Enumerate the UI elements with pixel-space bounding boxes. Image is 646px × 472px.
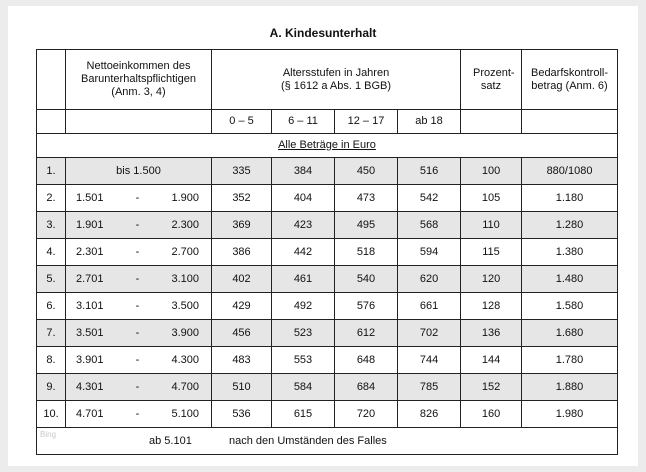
control-amount-cell: 1.380 — [522, 239, 618, 266]
income-range — [66, 212, 212, 239]
row-number: 2. — [37, 185, 66, 212]
row-number: 3. — [37, 212, 66, 239]
age-groups-row — [37, 110, 618, 134]
income-from: 4.301 — [76, 380, 104, 393]
income-dash: - — [135, 191, 140, 204]
amount-cell: 384 — [272, 158, 335, 185]
table-row — [37, 293, 618, 320]
amount-cell: 495 — [335, 212, 398, 239]
age-group-cell: 12 – 17 — [335, 110, 398, 134]
amount-cell: 516 — [398, 158, 461, 185]
row-number: 4. — [37, 239, 66, 266]
income-dash: - — [135, 272, 140, 285]
table-row — [37, 401, 618, 428]
control-amount-cell: 1.780 — [522, 347, 618, 374]
empty-cell — [522, 110, 618, 134]
income-from: 4.701 — [76, 407, 104, 420]
income-from: 2.701 — [76, 272, 104, 285]
income-dash: - — [135, 299, 140, 312]
amount-cell: 615 — [272, 401, 335, 428]
amount-cell: 744 — [398, 347, 461, 374]
income-range — [66, 347, 212, 374]
amount-cell: 523 — [272, 320, 335, 347]
percent-cell: 136 — [461, 320, 522, 347]
watermark: Bing — [40, 430, 57, 439]
control-amount-header: Bedarfskontroll-betrag (Anm. 6) — [522, 50, 618, 110]
income-range — [66, 320, 212, 347]
age-group-cell: 0 – 5 — [212, 110, 272, 134]
footer-cell — [37, 428, 618, 455]
control-amount-cell: 1.180 — [522, 185, 618, 212]
row-number: 7. — [37, 320, 66, 347]
age-groups-header — [212, 50, 461, 110]
control-amount-cell: 1.480 — [522, 266, 618, 293]
control-amount-cell: 1.980 — [522, 401, 618, 428]
amount-cell: 473 — [335, 185, 398, 212]
percent-cell: 120 — [461, 266, 522, 293]
income-from: 3.901 — [76, 353, 104, 366]
amount-cell: 369 — [212, 212, 272, 239]
currency-note-text: Alle Beträge in Euro — [278, 139, 376, 151]
income-to: 3.100 — [171, 272, 199, 285]
amount-cell: 536 — [212, 401, 272, 428]
amount-cell: 684 — [335, 374, 398, 401]
table-row — [37, 266, 618, 293]
amount-cell: 540 — [335, 266, 398, 293]
control-amount-cell: 1.580 — [522, 293, 618, 320]
percent-cell: 160 — [461, 401, 522, 428]
age-group-cell: 6 – 11 — [272, 110, 335, 134]
income-dash: - — [135, 326, 140, 339]
table-row — [37, 347, 618, 374]
percent-cell: 144 — [461, 347, 522, 374]
age-header-line1: Altersstufen in Jahren — [282, 66, 390, 79]
income-dash: - — [135, 353, 140, 366]
amount-cell: 429 — [212, 293, 272, 320]
amount-cell: 568 — [398, 212, 461, 239]
amount-cell: 456 — [212, 320, 272, 347]
table-row — [37, 158, 618, 185]
empty-cell — [37, 110, 66, 134]
table-row — [37, 185, 618, 212]
row-number: 6. — [37, 293, 66, 320]
table-row — [37, 212, 618, 239]
percent-cell: 110 — [461, 212, 522, 239]
age-group-cell: ab 18 — [398, 110, 461, 134]
income-from: 1.901 — [76, 218, 104, 231]
income-to: 3.900 — [171, 326, 199, 339]
table-row — [37, 374, 618, 401]
amount-cell: 492 — [272, 293, 335, 320]
income-from: 1.501 — [76, 191, 104, 204]
document-page — [8, 6, 638, 466]
income-to: 2.300 — [171, 218, 199, 231]
percent-cell: 115 — [461, 239, 522, 266]
amount-cell: 594 — [398, 239, 461, 266]
income-range — [66, 374, 212, 401]
income-range: bis 1.500 — [66, 158, 212, 185]
footer-row — [37, 428, 618, 455]
amount-cell: 785 — [398, 374, 461, 401]
support-table — [36, 49, 618, 455]
income-range — [66, 239, 212, 266]
amount-cell: 720 — [335, 401, 398, 428]
row-number: 9. — [37, 374, 66, 401]
income-dash: - — [135, 218, 140, 231]
amount-cell: 518 — [335, 239, 398, 266]
amount-cell: 335 — [212, 158, 272, 185]
percent-header: Prozent-satz — [461, 50, 522, 110]
age-header-line2: (§ 1612 a Abs. 1 BGB) — [280, 79, 392, 92]
income-range — [66, 293, 212, 320]
income-dash: - — [135, 245, 140, 258]
amount-cell: 404 — [272, 185, 335, 212]
amount-cell: 826 — [398, 401, 461, 428]
amount-cell: 620 — [398, 266, 461, 293]
amount-cell: 402 — [212, 266, 272, 293]
income-to: 5.100 — [171, 407, 199, 420]
control-amount-cell: 1.880 — [522, 374, 618, 401]
amount-cell: 553 — [272, 347, 335, 374]
percent-cell: 105 — [461, 185, 522, 212]
income-from: 2.301 — [76, 245, 104, 258]
income-dash: - — [135, 407, 140, 420]
percent-cell: 128 — [461, 293, 522, 320]
empty-cell — [66, 110, 212, 134]
amount-cell: 702 — [398, 320, 461, 347]
row-number: 10. — [37, 401, 66, 428]
income-to: 2.700 — [171, 245, 199, 258]
amount-cell: 483 — [212, 347, 272, 374]
income-from: 3.101 — [76, 299, 104, 312]
income-to: 3.500 — [171, 299, 199, 312]
amount-cell: 386 — [212, 239, 272, 266]
income-to: 1.900 — [171, 191, 199, 204]
amount-cell: 648 — [335, 347, 398, 374]
percent-cell: 100 — [461, 158, 522, 185]
control-amount-cell: 1.680 — [522, 320, 618, 347]
amount-cell: 461 — [272, 266, 335, 293]
amount-cell: 450 — [335, 158, 398, 185]
amount-cell: 442 — [272, 239, 335, 266]
amount-cell: 510 — [212, 374, 272, 401]
percent-cell: 152 — [461, 374, 522, 401]
amount-cell: 584 — [272, 374, 335, 401]
amount-cell: 661 — [398, 293, 461, 320]
header-empty-cell — [37, 50, 66, 110]
currency-note — [37, 134, 618, 158]
row-number: 8. — [37, 347, 66, 374]
income-to: 4.700 — [171, 380, 199, 393]
amount-cell: 612 — [335, 320, 398, 347]
page-title: A. Kindesunterhalt — [269, 26, 377, 40]
amount-cell: 352 — [212, 185, 272, 212]
income-header: Nettoeinkommen des Barunterhaltspflichtigen (Anm. 3, 4) — [66, 50, 212, 110]
row-number: 5. — [37, 266, 66, 293]
table-row — [37, 239, 618, 266]
empty-cell — [461, 110, 522, 134]
amount-cell: 542 — [398, 185, 461, 212]
footer-text: nach den Umständen des Falles — [229, 434, 387, 447]
income-range — [66, 185, 212, 212]
income-to: 4.300 — [171, 353, 199, 366]
table-row — [37, 320, 618, 347]
income-range — [66, 401, 212, 428]
control-amount-cell: 1.280 — [522, 212, 618, 239]
footer-income: ab 5.101 — [149, 434, 192, 447]
amount-cell: 576 — [335, 293, 398, 320]
income-from: 3.501 — [76, 326, 104, 339]
currency-row — [37, 134, 618, 158]
income-dash: - — [135, 380, 140, 393]
header-row — [37, 50, 618, 110]
income-range — [66, 266, 212, 293]
control-amount-cell: 880/1080 — [522, 158, 618, 185]
amount-cell: 423 — [272, 212, 335, 239]
row-number: 1. — [37, 158, 66, 185]
